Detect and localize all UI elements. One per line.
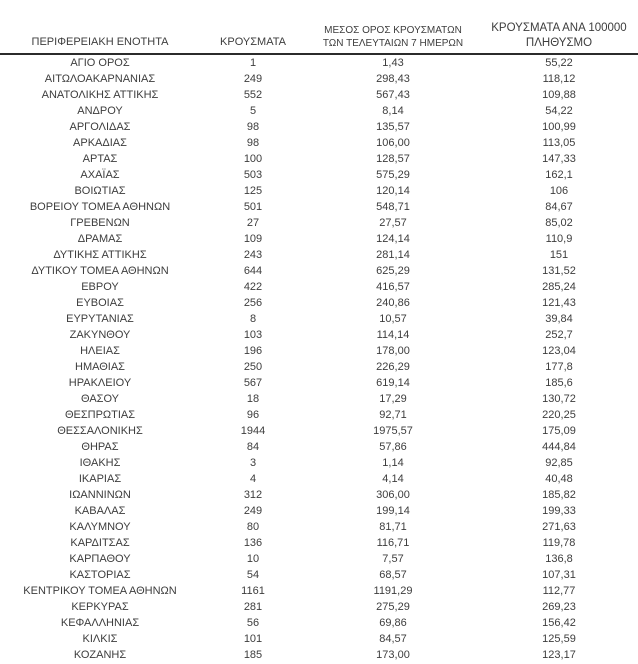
cell-region: ΔΥΤΙΚΗΣ ΑΤΤΙΚΗΣ [53,249,147,261]
cell-per100k: 119,78 [542,537,576,549]
cell-region: ΚΕΝΤΡΙΚΟΥ ΤΟΜΕΑ ΑΘΗΝΩΝ [23,585,177,597]
cell-region: ΚΑΡΔΙΤΣΑΣ [70,537,130,549]
cell-region: ΑΡΚΑΔΙΑΣ [73,137,127,149]
cell-avg7days: 575,29 [376,169,410,181]
cell-avg7days: 106,00 [376,137,410,149]
table-row [0,567,638,583]
cell-avg7days: 178,00 [376,345,410,357]
cell-per100k: 39,84 [545,313,573,325]
table-row [0,407,638,423]
table-row [0,167,638,183]
cell-cases: 196 [243,345,263,357]
cell-per100k: 92,85 [545,457,573,469]
cell-region: ΓΡΕΒΕΝΩΝ [70,217,130,229]
cell-region: ΗΡΑΚΛΕΙΟΥ [68,377,132,389]
cell-avg7days: 1,43 [382,57,404,69]
table-row [0,263,638,279]
cell-region: ΑΝΔΡΟΥ [77,105,123,117]
table-row [0,631,638,647]
cell-per100k: 113,05 [542,137,576,149]
cell-region: ΔΥΤΙΚΟΥ ΤΟΜΕΑ ΑΘΗΝΩΝ [31,265,169,277]
cell-per100k: 123,17 [542,649,576,661]
cell-avg7days: 1191,29 [373,585,413,597]
cell-cases: 552 [243,89,263,101]
table-row [0,54,638,71]
cell-avg7days: 128,57 [376,153,410,165]
col-header-cases [200,0,306,54]
cell-region: ΑΧΑΪΑΣ [80,169,120,181]
cell-region: ΙΚΑΡΙΑΣ [78,473,122,485]
table-row [0,71,638,87]
cell-per100k: 106 [549,185,569,197]
cell-cases: 243 [243,249,263,261]
cell-per100k: 100,99 [542,121,576,133]
table-row [0,311,638,327]
cell-region: ΖΑΚΥΝΘΟΥ [69,329,131,341]
table-row [0,535,638,551]
cell-per100k: 175,09 [542,425,576,437]
cell-per100k: 40,48 [545,473,573,485]
cell-cases: 4 [249,473,257,485]
table-row [0,215,638,231]
table-row [0,151,638,167]
cell-per100k: 271,63 [542,521,576,533]
cell-avg7days: 114,14 [376,329,410,341]
cell-per100k: 156,42 [542,617,576,629]
table-row [0,615,638,631]
table-header [0,0,638,54]
cell-region: ΘΑΣΟΥ [80,393,120,405]
cell-per100k: 118,12 [542,73,576,85]
cell-region: ΚΑΒΑΛΑΣ [74,505,126,517]
cell-avg7days: 7,57 [382,553,404,565]
table-row [0,503,638,519]
cell-avg7days: 567,43 [376,89,410,101]
cell-avg7days: 92,71 [379,409,407,421]
cell-cases: 5 [249,105,257,117]
cell-cases: 256 [243,297,263,309]
cell-cases: 567 [243,377,263,389]
cell-per100k: 112,77 [542,585,576,597]
cell-region: ΘΗΡΑΣ [81,441,119,453]
cell-per100k: 220,25 [542,409,576,421]
cell-avg7days: 275,29 [376,601,410,613]
cell-cases: 98 [246,121,260,133]
cell-per100k: 199,33 [542,505,576,517]
cell-region: ΙΩΑΝΝΙΝΩΝ [69,489,131,501]
table-row [0,599,638,615]
cell-cases: 56 [246,617,260,629]
cell-per100k: 269,23 [542,601,576,613]
cell-region: ΗΜΑΘΙΑΣ [75,361,125,373]
cell-cases: 10 [246,553,260,565]
col-header-avg7-line2: ΤΩΝ ΤΕΛΕΥΤΑΙΩΝ 7 ΗΜΕΡΩΝ [322,37,464,49]
cell-avg7days: 548,71 [376,201,410,213]
cell-per100k: 185,82 [542,489,576,501]
table-row [0,583,638,599]
cell-region: ΙΘΑΚΗΣ [79,457,121,469]
table-row [0,295,638,311]
col-header-avg7 [306,0,480,54]
cell-avg7days: 4,14 [382,473,404,485]
cell-avg7days: 69,86 [379,617,407,629]
cell-avg7days: 116,71 [376,537,410,549]
cell-avg7days: 10,57 [379,313,407,325]
table-row [0,423,638,439]
table-row [0,135,638,151]
cell-cases: 1161 [241,585,265,597]
table-row [0,247,638,263]
cell-cases: 101 [243,633,263,645]
cell-cases: 103 [243,329,263,341]
cell-cases: 281 [243,601,263,613]
cell-cases: 1944 [240,425,266,437]
cell-cases: 422 [243,281,263,293]
cell-per100k: 55,22 [545,57,573,69]
cell-avg7days: 416,57 [376,281,410,293]
cell-avg7days: 68,57 [379,569,407,581]
table-row [0,455,638,471]
cell-region: ΑΝΑΤΟΛΙΚΗΣ ΑΤΤΙΚΗΣ [41,89,159,101]
cell-cases: 80 [246,521,260,533]
cell-cases: 96 [246,409,260,421]
cell-cases: 501 [243,201,263,213]
cell-avg7days: 81,71 [379,521,407,533]
cell-per100k: 110,9 [545,233,573,245]
cell-avg7days: 57,86 [379,441,407,453]
cell-region: ΒΟΡΕΙΟΥ ΤΟΜΕΑ ΑΘΗΝΩΝ [29,201,171,213]
cell-avg7days: 17,29 [379,393,407,405]
cell-avg7days: 124,14 [376,233,410,245]
cell-region: ΚΑΣΤΟΡΙΑΣ [69,569,131,581]
cell-cases: 100 [243,153,263,165]
table-row [0,519,638,535]
cell-region: ΚΕΡΚΥΡΑΣ [71,601,129,613]
cell-per100k: 162,1 [545,169,573,181]
table-row [0,375,638,391]
cell-cases: 250 [243,361,263,373]
cell-region: ΑΙΤΩΛΟΑΚΑΡΝΑΝΙΑΣ [44,73,156,85]
cell-per100k: 444,84 [542,441,576,453]
cell-cases: 54 [246,569,260,581]
cell-avg7days: 1,14 [382,457,404,469]
cell-region: ΘΕΣΠΡΩΤΙΑΣ [64,409,136,421]
col-header-per100k-line1: ΚΡΟΥΣΜΑΤΑ ΑΝΑ 100000 [491,22,627,35]
cell-cases: 109 [243,233,263,245]
cell-cases: 3 [249,457,257,469]
cell-per100k: 285,24 [542,281,576,293]
cell-region: ΘΕΣΣΑΛΟΝΙΚΗΣ [57,425,143,437]
table-row [0,199,638,215]
col-header-per100k-line2: ΠΛΗΘΥΣΜΟ [525,36,593,49]
cell-per100k: 252,7 [545,329,573,341]
table-row [0,231,638,247]
table-row [0,279,638,295]
cell-region: ΑΓΙΟ ΟΡΟΣ [70,57,130,69]
cell-avg7days: 226,29 [376,361,410,373]
cell-region: ΔΡΑΜΑΣ [77,233,123,245]
table-row [0,439,638,455]
cell-per100k: 136,8 [545,553,573,565]
cell-per100k: 123,04 [542,345,576,357]
cell-region: ΕΥΡΥΤΑΝΙΑΣ [66,313,134,325]
cell-per100k: 131,52 [542,265,576,277]
cell-avg7days: 120,14 [376,185,410,197]
table-row [0,103,638,119]
cell-avg7days: 27,57 [379,217,407,229]
cell-per100k: 177,8 [545,361,573,373]
cell-cases: 312 [243,489,263,501]
table-row [0,343,638,359]
table-row [0,647,638,663]
cell-cases: 249 [243,505,263,517]
cell-per100k: 147,33 [542,153,576,165]
table-row [0,183,638,199]
cell-avg7days: 8,14 [382,105,404,117]
table-row [0,471,638,487]
table-row [0,551,638,567]
col-header-cases-label: ΚΡΟΥΣΜΑΤΑ [220,36,286,49]
cell-region: ΕΒΡΟΥ [81,281,119,293]
col-header-per100k [480,0,638,54]
cell-cases: 503 [243,169,263,181]
cell-per100k: 121,43 [542,297,576,309]
cell-per100k: 130,72 [542,393,576,405]
table-row [0,391,638,407]
cell-region: ΒΟΙΩΤΙΑΣ [74,185,126,197]
cell-per100k: 109,88 [542,89,576,101]
col-header-avg7-line1: ΜΕΣΟΣ ΟΡΟΣ ΚΡΟΥΣΜΑΤΩΝ [324,25,462,36]
cell-region: ΚΟΖΑΝΗΣ [73,649,127,661]
cell-region: ΑΡΓΟΛΙΔΑΣ [69,121,131,133]
cell-region: ΑΡΤΑΣ [82,153,118,165]
header-row [0,0,638,54]
cell-region: ΚΕΦΑΛΛΗΝΙΑΣ [60,617,140,629]
table-row [0,87,638,103]
cell-avg7days: 281,14 [376,249,410,261]
cell-avg7days: 625,29 [376,265,410,277]
cell-region: ΚΑΡΠΑΘΟΥ [69,553,131,565]
cell-cases: 249 [243,73,263,85]
table-row [0,359,638,375]
cell-cases: 185 [243,649,263,661]
table-row [0,119,638,135]
cell-avg7days: 173,00 [376,649,410,661]
cell-region: ΚΑΛΥΜΝΟΥ [69,521,131,533]
cell-region: ΕΥΒΟΙΑΣ [76,297,124,309]
cell-avg7days: 298,43 [376,73,410,85]
cell-cases: 125 [243,185,263,197]
cell-avg7days: 306,00 [376,489,410,501]
cell-cases: 8 [249,313,257,325]
cell-per100k: 185,6 [545,377,573,389]
cell-avg7days: 135,57 [376,121,410,133]
cell-region: ΚΙΛΚΙΣ [82,633,118,645]
cell-cases: 18 [246,393,260,405]
col-header-region [0,0,200,54]
cell-cases: 84 [246,441,260,453]
cell-per100k: 107,31 [542,569,576,581]
cell-region: ΗΛΕΙΑΣ [80,345,120,357]
cell-cases: 98 [246,137,260,149]
cell-avg7days: 1975,57 [373,425,413,437]
cell-cases: 136 [243,537,263,549]
table-body [0,54,638,663]
cell-cases: 644 [243,265,263,277]
cell-per100k: 125,59 [542,633,576,645]
cell-cases: 27 [246,217,260,229]
table-row [0,487,638,503]
cell-per100k: 85,02 [545,217,573,229]
cell-avg7days: 619,14 [376,377,410,389]
cell-per100k: 84,67 [545,201,573,213]
table-row [0,327,638,343]
cell-avg7days: 84,57 [379,633,407,645]
cell-per100k: 151 [549,249,569,261]
col-header-region-label: ΠΕΡΙΦΕΡΕΙΑΚΗ ΕΝΟΤΗΤΑ [31,36,169,49]
cell-cases: 1 [249,57,257,69]
cell-avg7days: 240,86 [376,297,410,309]
cell-avg7days: 199,14 [376,505,410,517]
cell-per100k: 54,22 [545,105,573,117]
